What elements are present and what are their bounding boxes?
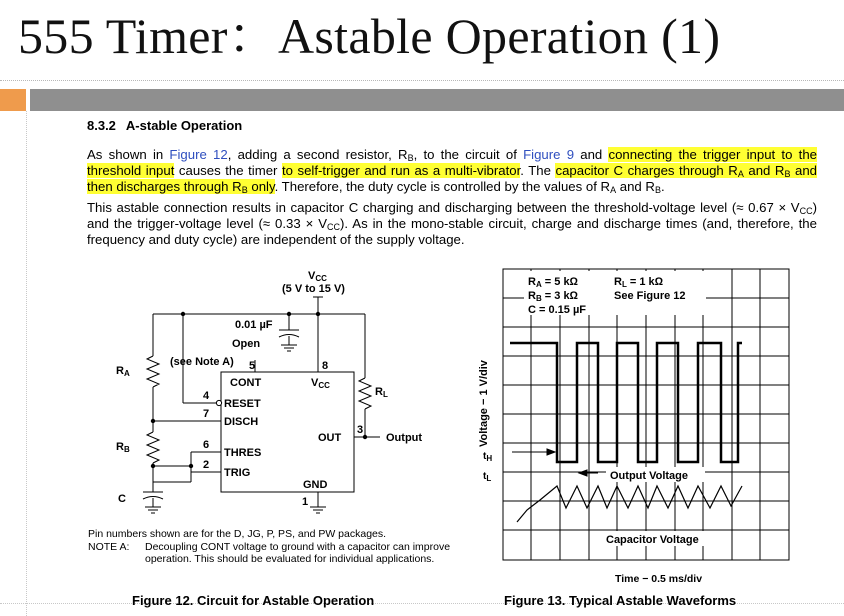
output-voltage-label: Output Voltage bbox=[610, 470, 689, 482]
tl-label: tL bbox=[483, 471, 492, 483]
x-axis-label: Time − 0.5 ms/div bbox=[615, 573, 703, 585]
capacitor-voltage-label: Capacitor Voltage bbox=[606, 534, 699, 546]
pin-5-label: 5 bbox=[249, 360, 256, 372]
cont-label: CONT bbox=[230, 377, 262, 389]
thres-label: THRES bbox=[224, 447, 262, 459]
rl-label: RL bbox=[375, 386, 388, 399]
note-label: (see Note A) bbox=[170, 356, 234, 368]
footnote-pins: Pin numbers shown are for the D, JG, P, PS, and PW packages. bbox=[88, 528, 387, 540]
section-title: A-stable Operation bbox=[125, 118, 243, 133]
ra-value: RA = 5 kΩ bbox=[528, 276, 579, 289]
pin-4-label: 4 bbox=[203, 390, 210, 402]
figure-12-caption: Figure 12. Circuit for Astable Operation bbox=[132, 593, 375, 608]
highlight-capacitor: capacitor C charges through $R_A$ and $R_B$ and then discharges through $R_B$ only bbox=[87, 163, 818, 195]
slide-title: 555 Timer：Astable Operation (1) bbox=[18, 8, 721, 64]
figure-9-link[interactable]: Figure 9 bbox=[523, 147, 575, 162]
paragraph-1: As shown in Figure 12, adding a second resistor, $R_B$, to the circuit of Figure 9 and connecting the trigger input to the threshold input causes the timer to self-trigger and run as a multi-vibrator. The capacitor C charges through $R_A$ and $R_B$ and then discharges through $R_B$ only. Therefore, the duty cycle is controlled by the values of $R_A$ and $R_B$. bbox=[87, 147, 818, 195]
pin-2-label: 2 bbox=[203, 459, 210, 471]
reset-label: RESET bbox=[224, 398, 261, 410]
rb-label: RB bbox=[116, 441, 130, 454]
output-label: Output bbox=[386, 432, 423, 444]
see-figure-label: See Figure 12 bbox=[614, 290, 686, 302]
pin-3-label: 3 bbox=[357, 424, 364, 436]
vcc-label: VCC bbox=[308, 270, 327, 283]
capacitor-voltage-trace bbox=[517, 486, 742, 522]
y-axis-label: Voltage − 1 V/div bbox=[478, 360, 490, 447]
out-label: OUT bbox=[318, 432, 342, 444]
footnote-text: Decoupling CONT voltage to ground with a capacitor can improve operation. This should be evaluated for individual applications. bbox=[145, 540, 451, 565]
gnd-label: GND bbox=[303, 479, 328, 491]
pin-8-label: 8 bbox=[322, 360, 329, 372]
figure-13-caption: Figure 13. Typical Astable Waveforms bbox=[504, 593, 737, 608]
disch-label: DISCH bbox=[224, 416, 259, 428]
c-value: C = 0.15 µF bbox=[528, 304, 587, 316]
th-label: tH bbox=[483, 451, 493, 463]
supply-range-label: (5 V to 15 V) bbox=[282, 283, 345, 295]
open-label: Open bbox=[232, 338, 261, 350]
cap-value-label: 0.01 µF bbox=[235, 319, 273, 331]
trig-label: TRIG bbox=[224, 467, 251, 479]
rl-value: RL = 1 kΩ bbox=[614, 276, 664, 289]
highlight-multivibrator: to self-trigger and run as a multi-vibrator bbox=[281, 163, 521, 178]
paragraph-2: This astable connection results in capacitor C charging and discharging between the threshold-voltage level (≈ $0.67 \times V_{CC}$) and the trigger-voltage level (≈ $0.33 \times V_{CC}$). As in the mono-stable circuit, charge and discharge times (and, therefore, the frequency and duty cycle) are independent of the supply voltage. bbox=[87, 200, 817, 247]
footnote-tag: NOTE A: bbox=[88, 540, 130, 553]
rb-value: RB = 3 kΩ bbox=[528, 290, 579, 303]
pin-1-label: 1 bbox=[302, 496, 309, 508]
c-label: C bbox=[118, 493, 126, 505]
pin-7-label: 7 bbox=[203, 408, 210, 420]
pin-6-label: 6 bbox=[203, 439, 210, 451]
section-number: 8.3.2 bbox=[87, 118, 116, 133]
ra-label: RA bbox=[116, 365, 130, 378]
output-voltage-trace bbox=[510, 343, 742, 462]
vcc-pin-label: VCC bbox=[311, 377, 330, 390]
highlight-trigger: connecting the trigger input to the threshold input bbox=[87, 147, 817, 178]
circuit-footnote bbox=[88, 528, 478, 566]
figure-12-link[interactable]: Figure 12 bbox=[169, 147, 228, 162]
